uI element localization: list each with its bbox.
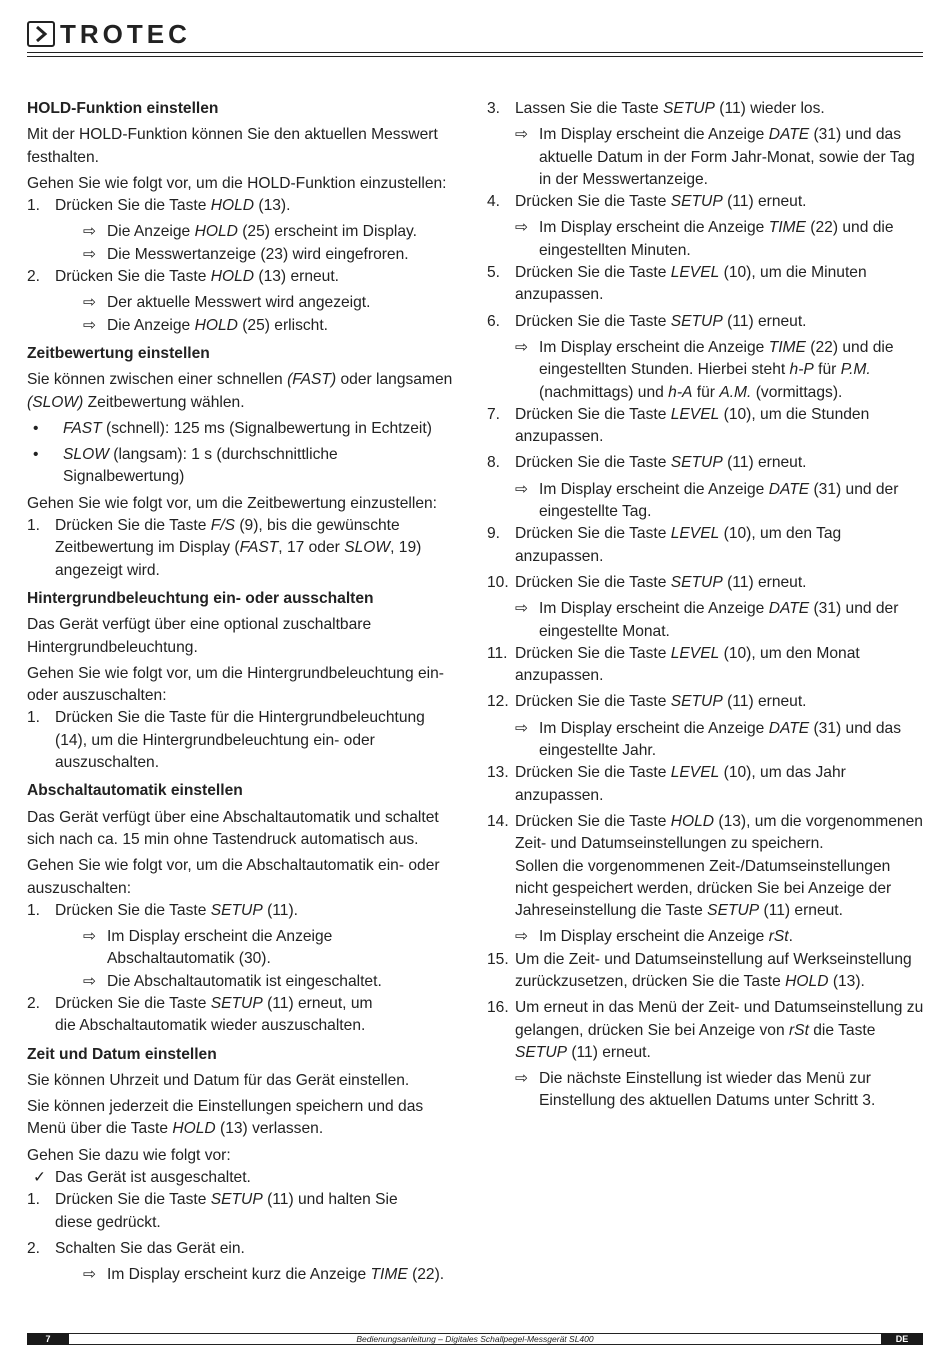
result-item: ⇨ Im Display erscheint die Anzeige Abschaltautomatik (30). [27, 926, 457, 971]
step-item: 1. Drücken Sie die Taste für die Hintergrundbeleuchtung (14), um die Hintergrundbeleuchtung ein- oder auszuschalten. [27, 709, 425, 772]
step-item: 13. Drücken Sie die Taste LEVEL (10), um das Jahr anzupassen. [487, 764, 846, 804]
trotec-logo [27, 20, 191, 48]
result-arrow-icon: ⇨ [83, 1266, 97, 1284]
section-heading-hintergrundbeleuchtung: Hintergrundbeleuchtung ein- oder ausschalten [27, 589, 374, 607]
result-item: ⇨ Im Display erscheint kurz die Anzeige TIME (22). [27, 1264, 457, 1286]
paragraph: Sie können jederzeit die Einstellungen speichern und das Menü über die Taste HOLD (13) verlassen. [27, 1098, 424, 1138]
check-icon: ✓ [33, 1169, 47, 1187]
result-item: ⇨ Die nächste Einstellung ist wieder das Menü zur Einstellung des aktuellen Datums unter Schritt 3. [487, 1068, 927, 1113]
step-item: 3. Lassen Sie die Taste SETUP (11) wieder los. [487, 100, 825, 117]
section-heading-zeit-datum: Zeit und Datum einstellen [27, 1045, 217, 1063]
paragraph: Gehen Sie wie folgt vor, um die Hintergrundbeleuchtung ein- oder auszuschalten: [27, 664, 444, 705]
result-item: ⇨ Im Display erscheint die Anzeige TIME (22) und die eingestellten Minuten. [487, 217, 927, 262]
page-footer [27, 1333, 923, 1345]
left-column [27, 98, 457, 1287]
result-item: ⇨ Im Display erscheint die Anzeige DATE (31) und der eingestellte Tag. [487, 479, 927, 524]
result-item: ⇨ Die Anzeige HOLD (25) erlischt. [27, 315, 457, 337]
footer-title: Bedienungsanleitung – Digitales Schallpegel-Messgerät SL400 [356, 1334, 594, 1344]
result-item: ⇨ Die Anzeige HOLD (25) erscheint im Display. [27, 221, 457, 243]
step-item: 16. Um erneut in das Menü der Zeit- und Datumseinstellung zu gelangen, drücken Sie bei Anzeige von rSt die Taste SETUP (11) erneut. [487, 999, 924, 1061]
paragraph: Das Gerät verfügt über eine optional zuschaltbare Hintergrundbeleuchtung. [27, 616, 372, 656]
bullet-item: • SLOW (langsam): 1 s (durchschnittliche Signalbewertung) [27, 444, 457, 489]
logo-chevron-icon [27, 21, 55, 47]
paragraph: Sie können zwischen einer schnellen (FAST) oder langsamen (SLOW) Zeitbewertung wählen. [27, 371, 453, 411]
result-arrow-icon: ⇨ [515, 480, 529, 498]
result-arrow-icon: ⇨ [83, 972, 97, 990]
paragraph: Sie können Uhrzeit und Datum für das Gerät einstellen. [27, 1071, 410, 1089]
result-arrow-icon: ⇨ [515, 928, 529, 946]
result-item: ⇨ Der aktuelle Messwert wird angezeigt. [27, 292, 457, 314]
paragraph: Gehen Sie wie folgt vor, um die HOLD-Funktion einzustellen: [27, 174, 447, 192]
bullet-icon: • [33, 419, 39, 437]
result-arrow-icon: ⇨ [83, 223, 97, 241]
bullet-item: • FAST (schnell): 125 ms (Signalbewertung in Echtzeit) [27, 418, 457, 440]
step-item: 10. Drücken Sie die Taste SETUP (11) erneut. [487, 573, 807, 591]
result-arrow-icon: ⇨ [515, 126, 529, 144]
result-arrow-icon: ⇨ [515, 1070, 529, 1088]
page-number: 7 [27, 1333, 69, 1345]
step-item: 8. Drücken Sie die Taste SETUP (11) erneut. [487, 454, 807, 472]
result-item: ⇨ Im Display erscheint die Anzeige DATE (31) und das aktuelle Datum in der Form Jahr-Monat, sowie der Tag in der Messwertanzeige. [487, 124, 927, 191]
result-arrow-icon: ⇨ [83, 294, 97, 312]
header-rule-1 [27, 52, 923, 53]
section-heading-abschaltautomatik: Abschaltautomatik einstellen [27, 782, 243, 800]
result-item: ⇨ Im Display erscheint die Anzeige DATE (31) und der eingestellte Monat. [487, 598, 927, 643]
step-item: 11. Drücken Sie die Taste LEVEL (10), um den Monat anzupassen. [487, 644, 860, 685]
step-item: 5. Drücken Sie die Taste LEVEL (10), um die Minuten anzupassen. [487, 264, 867, 304]
result-arrow-icon: ⇨ [515, 338, 529, 356]
step-item: 4. Drücken Sie die Taste SETUP (11) erneut. [487, 193, 807, 211]
step-item: 6. Drücken Sie die Taste SETUP (11) erneut. [487, 312, 807, 330]
step-item: 14. Drücken Sie die Taste HOLD (13), um die vorgenommenen Zeit- und Datumseinstellungen zu speichern. Sollen die vorgenommenen Zeit-/Datumseinstellungen nicht gespeichert werden, drücken Sie bei Anzeige der Jahreseinstellung die Taste SETUP (11) erneut. [487, 812, 923, 920]
result-arrow-icon: ⇨ [515, 219, 529, 237]
paragraph: Mit der HOLD-Funktion können Sie den aktuellen Messwert festhalten. [27, 126, 438, 166]
step-item: 9. Drücken Sie die Taste LEVEL (10), um den Tag anzupassen. [487, 525, 842, 565]
result-arrow-icon: ⇨ [83, 928, 97, 946]
step-item: 1. Drücken Sie die Taste F/S (9), bis die gewünschte Zeitbewertung im Display (FAST, 17 oder SLOW, 19) angezeigt wird. [27, 517, 422, 579]
result-item: ⇨ Die Messwertanzeige (23) wird eingefroren. [27, 244, 457, 266]
section-heading-hold: HOLD-Funktion einstellen [27, 100, 219, 117]
language-badge: DE [881, 1333, 923, 1345]
result-item: ⇨ Im Display erscheint die Anzeige TIME (22) und die eingestellten Stunden. Hierbei steht h-P für P.M. (nachmittags) und h-A für A.M. (vormittags). [487, 337, 927, 404]
paragraph: Gehen Sie dazu wie folgt vor: [27, 1146, 231, 1164]
step-item: 2. Schalten Sie das Gerät ein. [27, 1239, 245, 1257]
step-item: 2. Drücken Sie die Taste HOLD (13) erneut. [27, 268, 340, 286]
logo-text: TROTEC [60, 19, 191, 49]
result-arrow-icon: ⇨ [515, 600, 529, 618]
result-item: ⇨ Im Display erscheint die Anzeige rSt. [487, 926, 927, 948]
step-item: 1. Drücken Sie die Taste SETUP (11) und halten Sie diese gedrückt. [27, 1191, 398, 1231]
step-item: 15. Um die Zeit- und Datumseinstellung auf Werkseinstellung zurückzusetzen, drücken Sie die Taste HOLD (13). [487, 950, 912, 990]
step-item: 1. Drücken Sie die Taste SETUP (11). [27, 901, 298, 919]
right-column [487, 98, 927, 1113]
result-arrow-icon: ⇨ [83, 245, 97, 263]
step-item: 12. Drücken Sie die Taste SETUP (11) erneut. [487, 693, 807, 711]
bullet-icon: • [33, 446, 39, 464]
step-item: 7. Drücken Sie die Taste LEVEL (10), um die Stunden anzupassen. [487, 405, 870, 446]
paragraph: Das Gerät verfügt über eine Abschaltautomatik und schaltet sich nach ca. 15 min ohne Tastendruck automatisch aus. [27, 808, 439, 848]
header-rule-2 [27, 56, 923, 57]
step-item: 1. Drücken Sie die Taste HOLD (13). [27, 197, 291, 215]
result-item: ⇨ Die Abschaltautomatik ist eingeschaltet. [27, 971, 457, 993]
result-item: ⇨ Im Display erscheint die Anzeige DATE (31) und das eingestellte Jahr. [487, 718, 927, 763]
result-arrow-icon: ⇨ [83, 316, 97, 334]
paragraph: Gehen Sie wie folgt vor, um die Abschaltautomatik ein- oder auszuschalten: [27, 857, 440, 897]
result-arrow-icon: ⇨ [515, 719, 529, 737]
section-heading-zeitbewertung: Zeitbewertung einstellen [27, 344, 210, 362]
precondition-item: ✓ Das Gerät ist ausgeschaltet. [27, 1167, 457, 1189]
step-item: 2. Drücken Sie die Taste SETUP (11) erneut, um die Abschaltautomatik wieder auszuschalten. [27, 994, 373, 1035]
paragraph: Gehen Sie wie folgt vor, um die Zeitbewertung einzustellen: [27, 494, 437, 512]
